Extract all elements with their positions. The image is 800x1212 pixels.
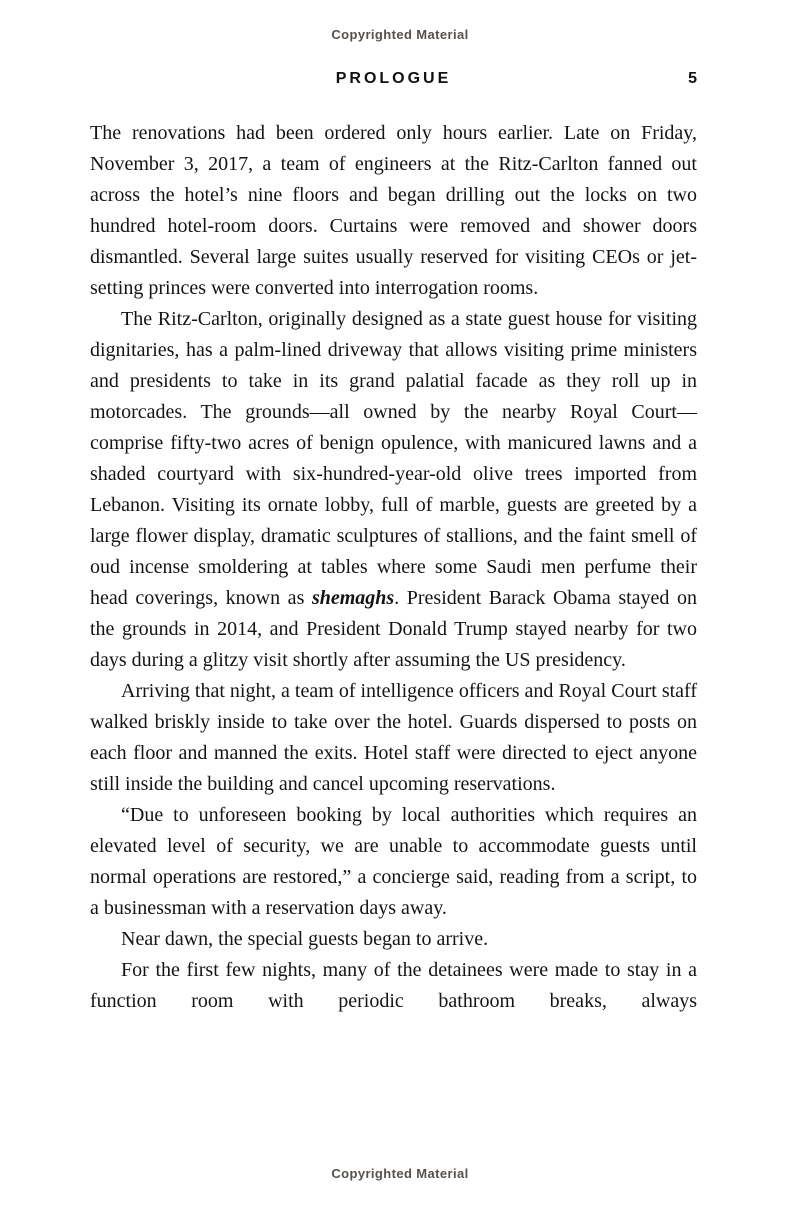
paragraph	[90, 955, 697, 1017]
paragraph-text: . President Barack Obama stayed on the grounds in 2014, and President Donald Trump stayed nearby for two days during a glitzy visit shortly after assuming the US presidency.	[90, 587, 697, 671]
body-text	[90, 118, 697, 1017]
copyright-notice-top: Copyrighted Material	[331, 27, 469, 42]
chapter-title: PROLOGUE	[335, 70, 452, 87]
paragraph	[90, 924, 697, 955]
paragraph	[90, 118, 697, 304]
paragraph	[90, 800, 697, 924]
emphasized-term: shemaghs	[311, 587, 395, 609]
paragraph-text: For the first few nights, many of the detainees were made to stay in a function room with periodic bathroom breaks, always	[90, 959, 697, 1012]
running-head	[90, 70, 697, 92]
paragraph-text: Arriving that night, a team of intelligence officers and Royal Court staff walked briskly inside to take over the hotel. Guards dispersed to posts on each floor and manned the exits. Hotel staff were directed to eject anyone still inside the building and cancel upcoming reservations.	[90, 680, 697, 795]
paragraph	[90, 676, 697, 800]
copyright-notice-bottom: Copyrighted Material	[331, 1166, 469, 1181]
paragraph-text: “Due to unforeseen booking by local authorities which requires an elevated level of security, we are unable to accommodate guests until normal operations are restored,” a concierge said, reading from a script, to a businessman with a reservation days away.	[90, 804, 697, 919]
paragraph-text: Near dawn, the special guests began to arrive.	[121, 928, 489, 950]
page-number: 5	[688, 70, 697, 87]
paragraph-text: The renovations had been ordered only hours earlier. Late on Friday, November 3, 2017, a team of engineers at the Ritz-Carlton fanned out across the hotel’s nine floors and began drilling out the locks on two hundred hotel-room doors. Curtains were removed and shower doors dismantled. Several large suites usually reserved for visiting CEOs or jet-setting princes were converted into interrogation rooms.	[90, 122, 697, 299]
paragraph-text: The Ritz-Carlton, originally designed as a state guest house for visiting dignitaries, has a palm-lined driveway that allows visiting prime ministers and presidents to take in its grand palatial facade as they roll up in motorcades. The grounds—all owned by the nearby Royal Court—comprise fifty-two acres of benign opulence, with manicured lawns and a shaded courtyard with six-hundred-year-old olive trees imported from Lebanon. Visiting its ornate lobby, full of marble, guests are greeted by a large flower display, dramatic sculptures of stallions, and the faint smell of oud incense smoldering at tables where some Saudi men perfume their head coverings, known as	[90, 308, 697, 609]
paragraph	[90, 304, 697, 676]
